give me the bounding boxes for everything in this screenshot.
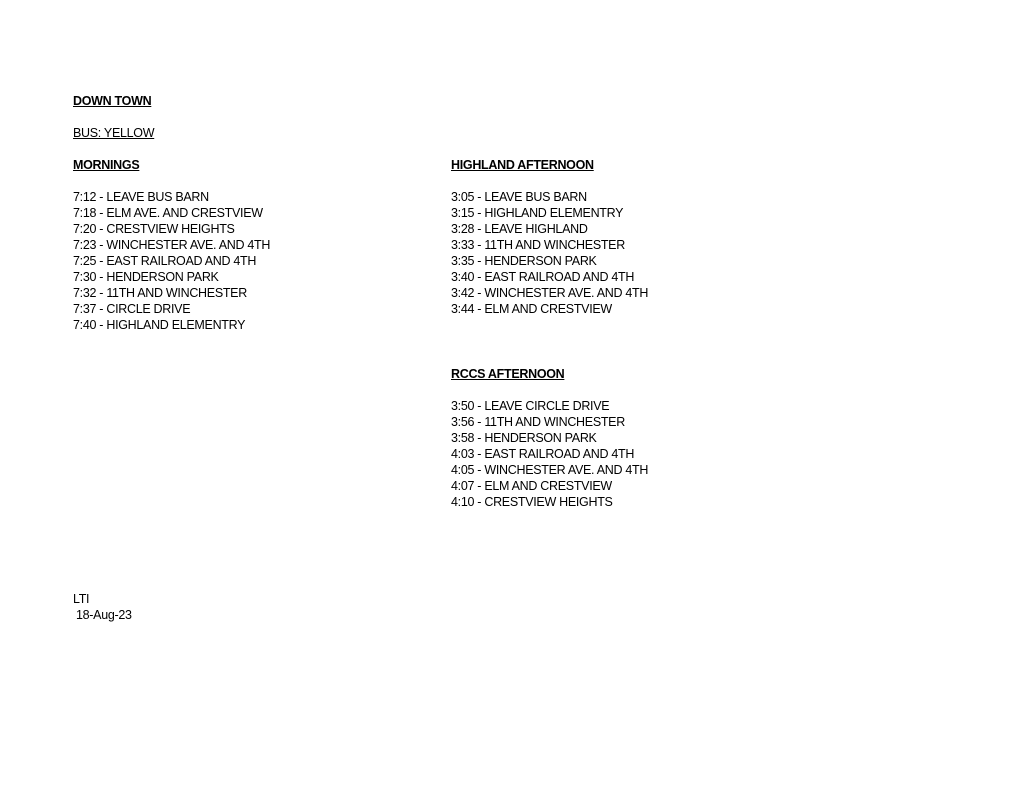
list-item: 7:25 - EAST RAILROAD AND 4TH	[73, 254, 257, 268]
list-item: 3:58 - HENDERSON PARK	[451, 431, 597, 445]
list-item: 3:50 - LEAVE CIRCLE DRIVE	[451, 399, 610, 413]
rccs-afternoon-section	[451, 366, 648, 510]
list-item: 7:20 - CRESTVIEW HEIGHTS	[73, 222, 235, 236]
list-item: 3:44 - ELM AND CRESTVIEW	[451, 302, 612, 316]
highland-afternoon-stop-list	[451, 189, 648, 317]
highland-afternoon-section	[451, 157, 648, 317]
highland-afternoon-heading: HIGHLAND AFTERNOON	[451, 158, 594, 172]
list-item: 7:40 - HIGHLAND ELEMENTRY	[73, 318, 246, 332]
list-item: 3:35 - HENDERSON PARK	[451, 254, 597, 268]
rccs-afternoon-heading: RCCS AFTERNOON	[451, 367, 565, 381]
rccs-afternoon-stop-list	[451, 398, 648, 510]
footer-initials: LTI	[73, 592, 90, 606]
list-item: 7:32 - 11TH AND WINCHESTER	[73, 286, 247, 300]
list-item: 7:23 - WINCHESTER AVE. AND 4TH	[73, 238, 271, 252]
list-item: 4:07 - ELM AND CRESTVIEW	[451, 479, 612, 493]
list-item: 4:10 - CRESTVIEW HEIGHTS	[451, 495, 613, 509]
list-item: 4:03 - EAST RAILROAD AND 4TH	[451, 447, 635, 461]
document-title-block	[73, 93, 151, 109]
mornings-stop-list	[73, 189, 270, 333]
list-item: 3:33 - 11TH AND WINCHESTER	[451, 238, 625, 252]
list-item: 3:05 - LEAVE BUS BARN	[451, 190, 587, 204]
list-item: 7:30 - HENDERSON PARK	[73, 270, 219, 284]
list-item: 3:42 - WINCHESTER AVE. AND 4TH	[451, 286, 649, 300]
mornings-section	[73, 157, 270, 333]
document-footer	[73, 591, 132, 623]
list-item: 7:18 - ELM AVE. AND CRESTVIEW	[73, 206, 263, 220]
list-item: 3:28 - LEAVE HIGHLAND	[451, 222, 588, 236]
route-title: DOWN TOWN	[73, 94, 152, 108]
list-item: 3:15 - HIGHLAND ELEMENTRY	[451, 206, 624, 220]
footer-date: 18-Aug-23	[76, 608, 132, 622]
list-item: 3:40 - EAST RAILROAD AND 4TH	[451, 270, 635, 284]
mornings-heading: MORNINGS	[73, 158, 140, 172]
bus-color-label: BUS: YELLOW	[73, 126, 155, 140]
list-item: 7:12 - LEAVE BUS BARN	[73, 190, 209, 204]
bus-info-block	[73, 125, 154, 141]
list-item: 7:37 - CIRCLE DRIVE	[73, 302, 191, 316]
list-item: 3:56 - 11TH AND WINCHESTER	[451, 415, 625, 429]
list-item: 4:05 - WINCHESTER AVE. AND 4TH	[451, 463, 649, 477]
